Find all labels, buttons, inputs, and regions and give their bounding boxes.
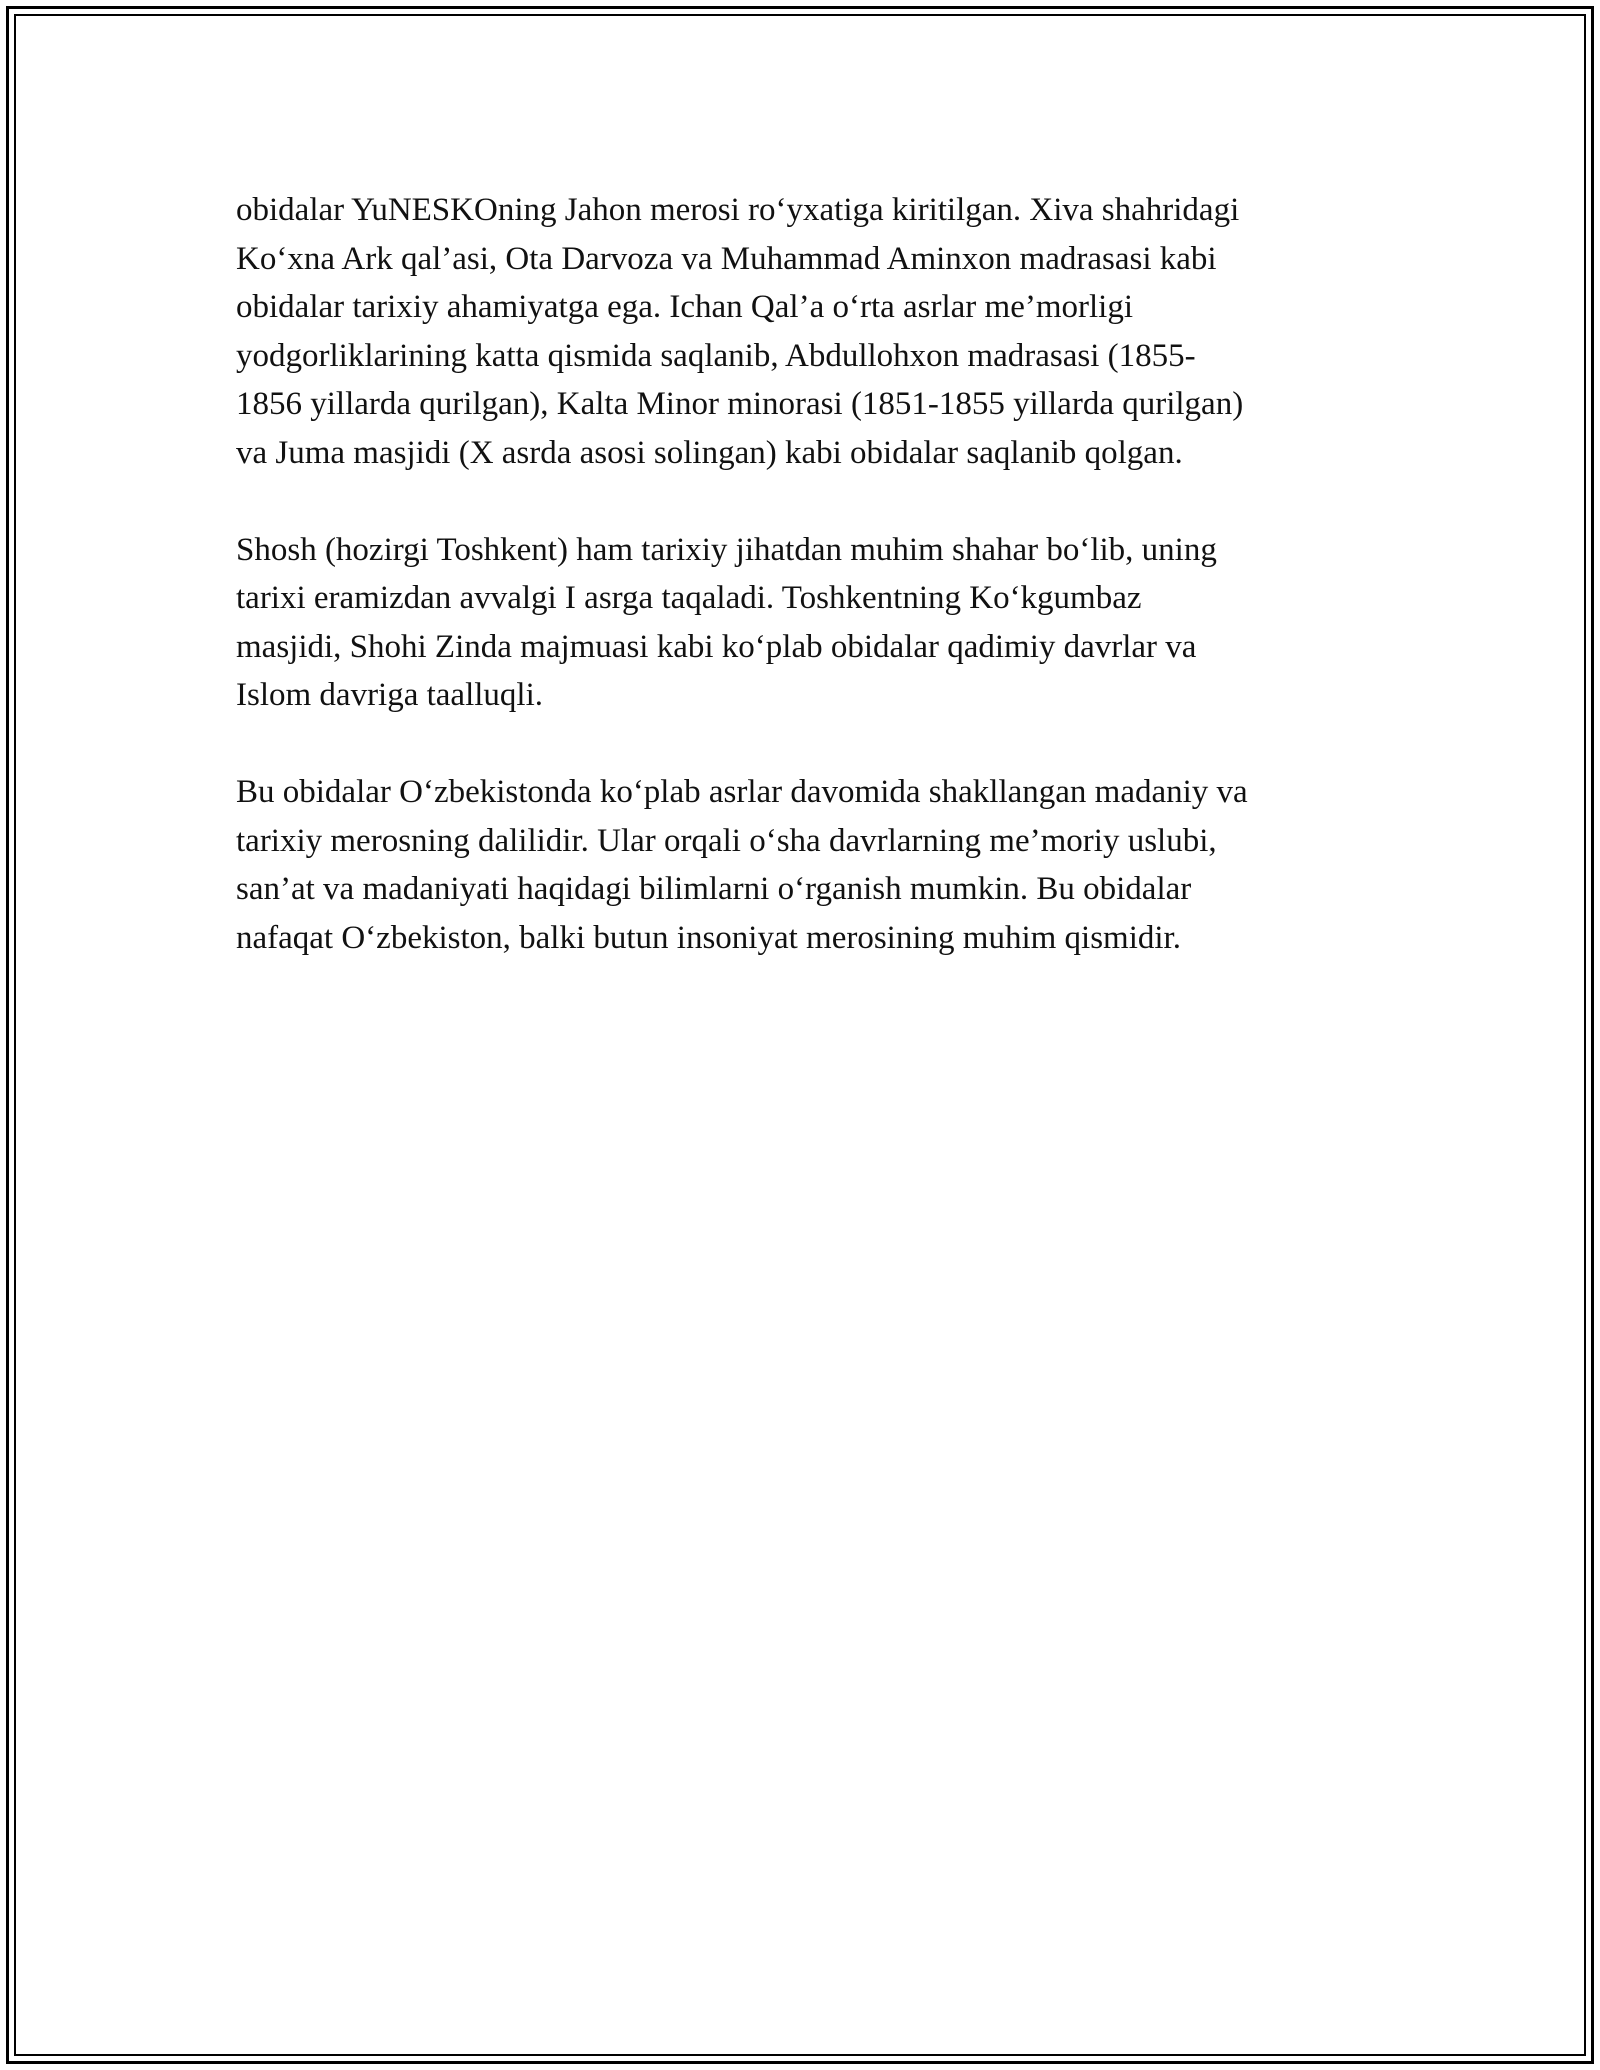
paragraph-1 xyxy=(236,186,1386,477)
text-line: obidalar YuNESKOning Jahon merosi ro‘yxatiga kiritilgan. Xiva shahridagi xyxy=(236,192,1240,228)
text-line: obidalar tarixiy ahamiyatga ega. Ichan Qal’a o‘rta asrlar me’morligi xyxy=(236,289,1134,325)
text-line: va Juma masjidi (X asrda asosi solingan) kabi obidalar saqlanib qolgan. xyxy=(236,434,1183,471)
text-line: nafaqat O‘zbekiston, balki butun insoniyat merosining muhim qismidir. xyxy=(236,919,1181,956)
text-line: yodgorliklarining katta qismida saqlanib, Abdullohxon madrasasi (1855- xyxy=(236,337,1196,374)
text-line: san’at va madaniyati haqidagi bilimlarni o‘rganish mumkin. Bu obidalar xyxy=(236,871,1192,907)
text-line: tarixiy merosning dalilidir. Ular orqali o‘sha davrlarning me’moriy uslubi, xyxy=(236,822,1217,859)
text-line: masjidi, Shohi Zinda majmuasi kabi ko‘plab obidalar qadimiy davrlar va xyxy=(236,628,1197,665)
text-line: Bu obidalar O‘zbekistonda ko‘plab asrlar davomida shakllangan madaniy va xyxy=(236,774,1248,810)
text-line: 1856 yillarda qurilgan), Kalta Minor minorasi (1851-1855 yillarda qurilgan) xyxy=(236,386,1244,422)
text-line: Islom davriga taalluqli. xyxy=(236,677,544,713)
text-line: Shosh (hozirgi Toshkent) ham tarixiy jihatdan muhim shahar bo‘lib, uning xyxy=(236,531,1217,568)
text-line: tarixi eramizdan avvalgi I asrga taqaladi. Toshkentning Ko‘kgumbaz xyxy=(236,580,1142,616)
paragraph-2 xyxy=(236,526,1386,720)
paragraph-3 xyxy=(236,768,1386,962)
text-line: Ko‘xna Ark qal’asi, Ota Darvoza va Muhammad Aminxon madrasasi kabi xyxy=(236,240,1217,277)
document-body xyxy=(236,186,1386,1011)
